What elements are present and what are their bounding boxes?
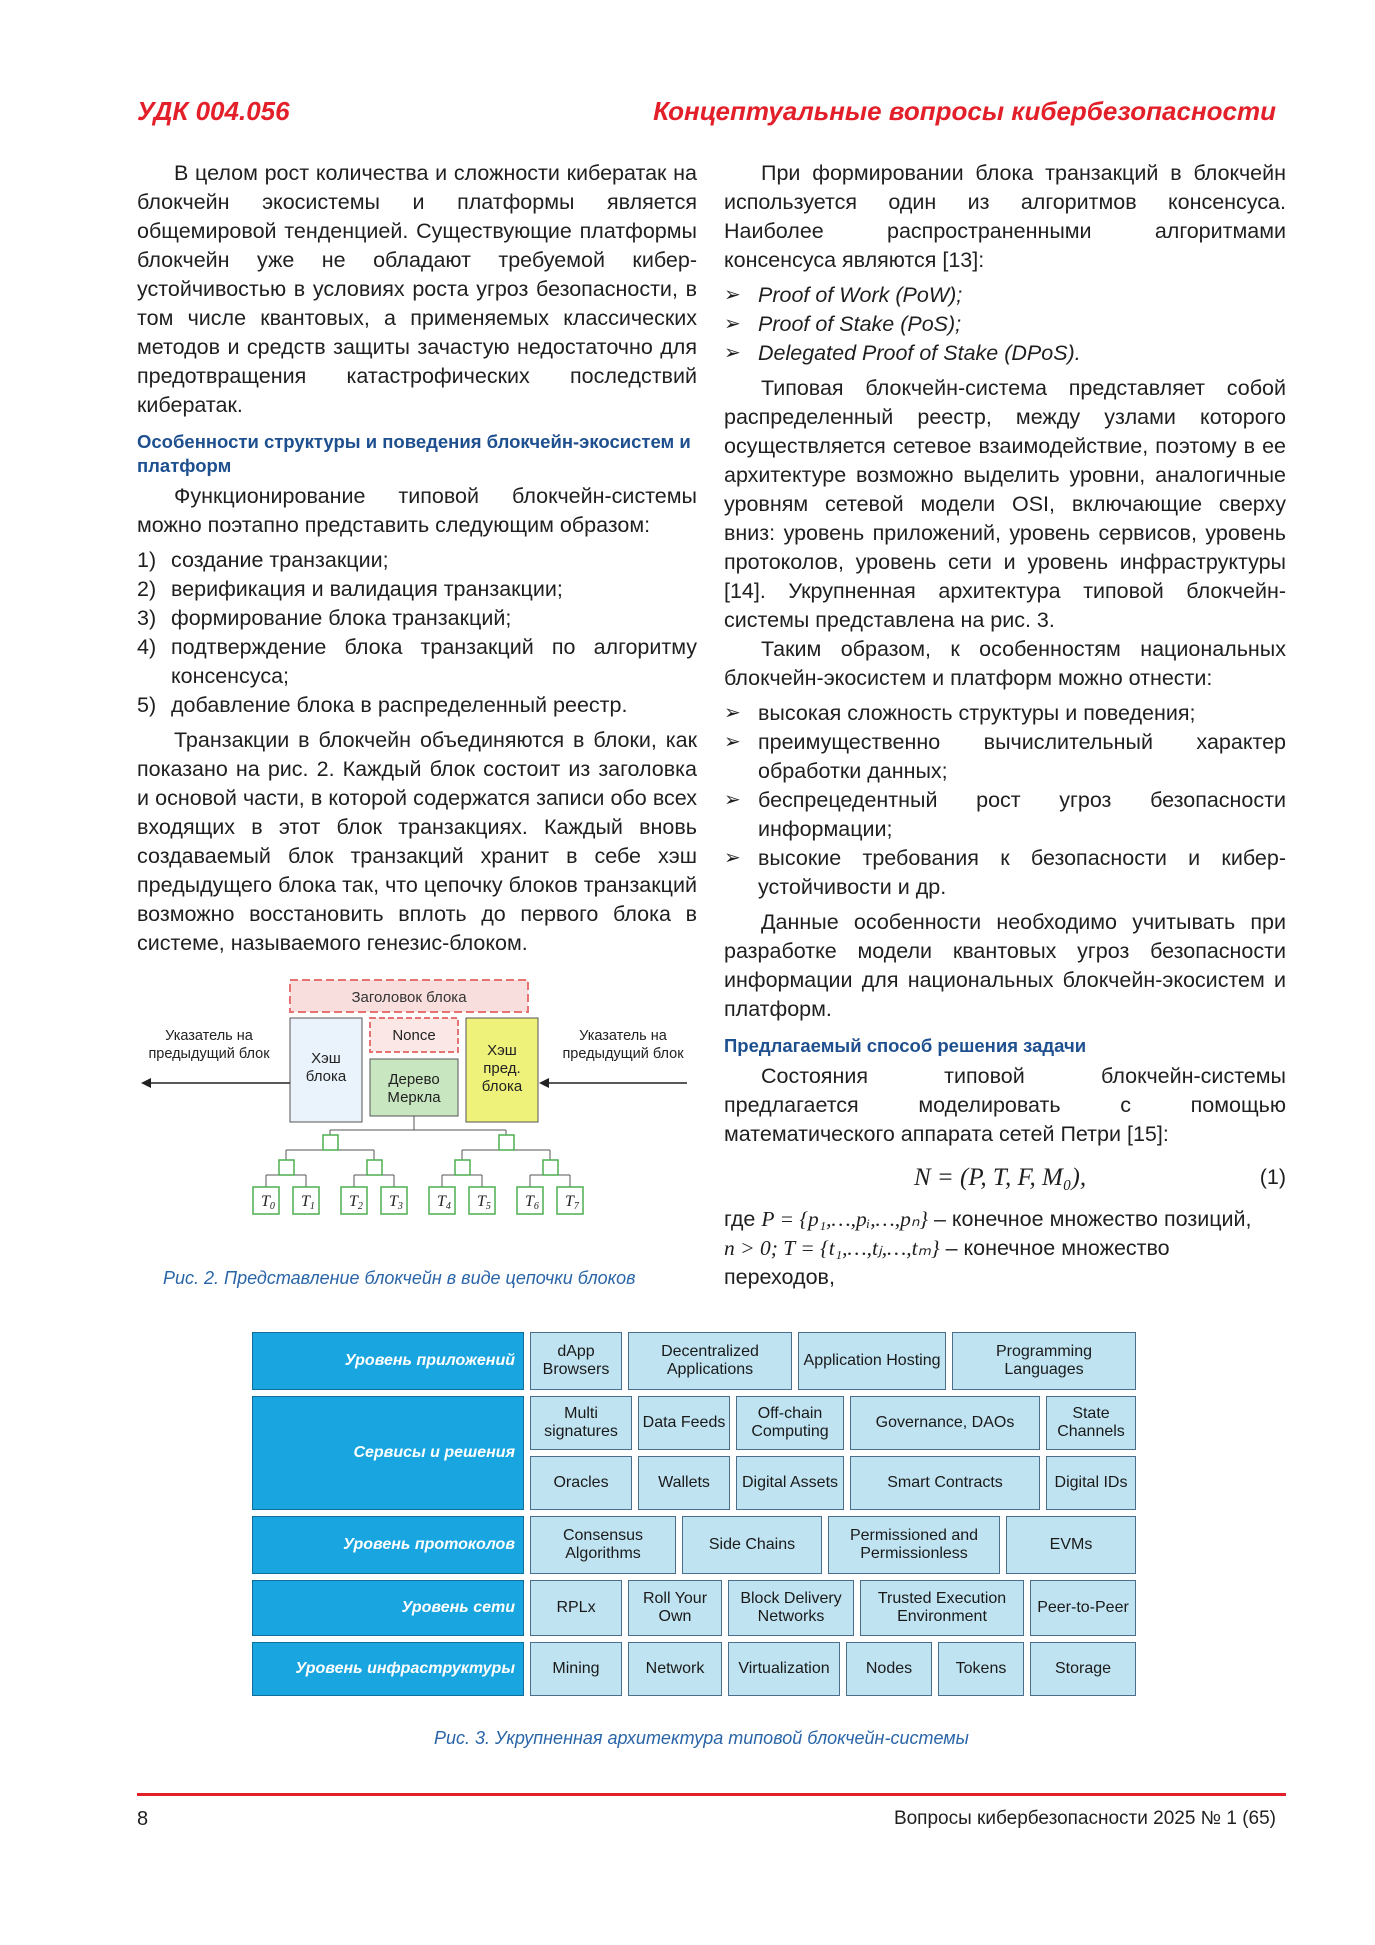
cell-trusted-execution: Trusted Execution Environment [860, 1580, 1024, 1636]
list-item: ➢ Proof of Stake (PoS); [724, 310, 1286, 339]
features-list [724, 699, 1286, 902]
cell-dapp-browsers: dApp Browsers [530, 1332, 622, 1390]
footer-rule [137, 1793, 1286, 1796]
leaf-t6: T6 [525, 1193, 539, 1212]
merkle-label-1: Дерево [388, 1071, 440, 1088]
formula-expression: N = (P, T, F, M₀), [914, 1164, 1087, 1191]
cell-programming-languages: Programming Languages [952, 1332, 1136, 1390]
list-item: 3) формирование блока транзакций; [137, 606, 512, 630]
cell-storage: Storage [1030, 1642, 1136, 1696]
list-item: 1) создание транзакции; [137, 548, 389, 572]
arrowhead-left [141, 1078, 151, 1088]
formula-number: (1) [1259, 1165, 1286, 1189]
arrow-bullet-icon: ➢ [724, 789, 741, 811]
arrow-bullet-icon: ➢ [724, 342, 741, 364]
level-services: Сервисы и решения [252, 1396, 524, 1510]
list-item: 4) подтверждение блока транзакций по алгоритму консенсуса; [137, 635, 697, 688]
formula [724, 1155, 1286, 1199]
paragraph: где P = {p₁,…,pᵢ,…,pₙ} – конечное множество позиций, [724, 1207, 1252, 1231]
consensus-list [724, 281, 1286, 368]
list-item: ➢ Delegated Proof of Stake (DPoS). [724, 339, 1286, 368]
cell-oracles: Oracles [530, 1456, 632, 1510]
cell-data-feeds: Data Feeds [638, 1396, 730, 1450]
paragraph: Таким образом, к особенностям национальных блокчейн-экосистем и платформ можно отнести: [724, 637, 1286, 690]
cell-digital-ids: Digital IDs [1046, 1456, 1136, 1510]
prev-hash-label-3: блока [481, 1078, 523, 1095]
paragraph: Функционирование типовой блокчейн-системы можно поэтапно представить следующим образом: [137, 484, 697, 537]
hash-label-2: блока [305, 1068, 347, 1085]
pointer-right-1: Указатель на [579, 1028, 667, 1044]
cell-wallets: Wallets [638, 1456, 730, 1510]
paragraph: Типовая блокчейн-система представляет собой распределенный реестр, между узлами которого осуществляется сетевое взаимодействие, поэтому в ее архитектуре возможно выделить уровни, аналогичные уровням сетевой модели OSI, включающие сверху вниз: уровень приложений, уровень сервисов, уровень протоколов, уровень сети и уровень инфраструктуры [14]. Укрупненная архитектура типовой блокчейн-системы представлена на рис. 3. [724, 376, 1286, 632]
cell-consensus-algorithms: Consensus Algorithms [530, 1516, 676, 1574]
cell-side-chains: Side Chains [682, 1516, 822, 1574]
leaf-t1: T1 [301, 1193, 315, 1212]
paragraph: Данные особенности необходимо учитывать при разработке модели квантовых угроз безопасности информации для национальных блокчейн-экосистем и платформ. [724, 910, 1286, 1021]
list-item: 5) добавление блока в распределенный реестр. [137, 693, 628, 717]
paragraph: Состояния типовой блокчейн-системы предлагается моделировать с помощью математического аппарата сетей Петри [15]: [724, 1064, 1286, 1146]
cell-roll-your-own: Roll Your Own [628, 1580, 722, 1636]
cell-tokens: Tokens [938, 1642, 1024, 1696]
section-title: Концептуальные вопросы кибербезопасности [653, 96, 1276, 126]
pointer-left-1: Указатель на [165, 1028, 253, 1044]
arrow-bullet-icon: ➢ [724, 313, 741, 335]
cell-evms: EVMs [1006, 1516, 1136, 1574]
steps-list [137, 546, 697, 720]
list-item: ➢ высокая сложность структуры и поведения; [724, 699, 1286, 728]
cell-smart-contracts: Smart Contracts [850, 1456, 1040, 1510]
cell-permissioned: Permissioned and Permissionless [828, 1516, 1000, 1574]
list-item: ➢ Proof of Work (PoW); [724, 281, 1286, 310]
cell-multi-signatures: Multi signatures [530, 1396, 632, 1450]
merkle-label-2: Меркла [387, 1089, 441, 1106]
blockchain-diagram [137, 975, 697, 1245]
merkle-tree-lines [266, 1116, 570, 1187]
subheading: Предлагаемый способ решения задачи [724, 1035, 1087, 1056]
cell-mining: Mining [530, 1642, 622, 1696]
cell-virtualization: Virtualization [728, 1642, 840, 1696]
arrow-bullet-icon: ➢ [724, 847, 741, 869]
page-number: 8 [137, 1808, 149, 1830]
leaf-t7: T7 [565, 1193, 579, 1212]
subheading: Особенности структуры и поведения блокчейн-экосистем и платформ [137, 431, 691, 476]
cell-network: Network [628, 1642, 722, 1696]
figure3-caption: Рис. 3. Укрупненная архитектура типовой блокчейн-системы [434, 1728, 969, 1748]
list-item: ➢ беспрецедентный рост угроз безопасности информации; [724, 788, 1286, 841]
cell-nodes: Nodes [846, 1642, 932, 1696]
leaf-t0: T0 [261, 1193, 275, 1212]
udk-code: УДК 004.056 [137, 96, 290, 126]
journal-title: Вопросы кибербезопасности 2025 № 1 (65) [893, 1808, 1276, 1829]
paragraph: Транзакции в блокчейн объединяются в блоки, как показано на рис. 2. Каждый блок состоит из заголовка и основой части, в которой содержатся записи обо всех входящих в этот блок транзакциях. Каждый вновь создаваемый блок транзакций хранит в себе хэш предыдущего блока так, что цепочку блоков транзакций возможно восстановить вплоть до первого блока в системе, называемого генезис-блоком. [137, 728, 697, 955]
cell-state-channels: State Channels [1046, 1396, 1136, 1450]
cell-block-delivery-networks: Block Delivery Networks [728, 1580, 854, 1636]
nonce-label: Nonce [392, 1027, 436, 1044]
list-item: ➢ преимущественно вычислительный характер обработки данных; [724, 730, 1286, 783]
architecture-diagram [252, 1332, 1172, 1696]
arrow-bullet-icon: ➢ [724, 731, 741, 753]
cell-peer-to-peer: Peer-to-Peer [1030, 1580, 1136, 1636]
paragraph: При формировании блока транзакций в блокчейн используется один из алгоритмов консенсуса. Наиболее распространенными алгоритмами консенсуса являются [13]: [724, 161, 1286, 272]
hash-label-1: Хэш [311, 1050, 341, 1067]
prev-hash-label-2: пред. [483, 1060, 521, 1077]
leaf-t4: T4 [437, 1193, 451, 1212]
right-column [724, 159, 1286, 1292]
cell-application-hosting: Application Hosting [798, 1332, 946, 1390]
leaf-t2: T2 [349, 1193, 363, 1212]
arrow-bullet-icon: ➢ [724, 284, 741, 306]
pointer-right-2: предыдущий блок [562, 1046, 684, 1062]
merkle-tree-nodes [279, 1135, 558, 1175]
left-column [137, 159, 697, 958]
list-item: ➢ высокие требования к безопасности и киберустойчивости и др. [724, 846, 1286, 899]
cell-decentralized-applications: Decentralized Applications [628, 1332, 792, 1390]
leaf-t5: T5 [477, 1193, 491, 1212]
cell-governance-daos: Governance, DAOs [850, 1396, 1040, 1450]
paragraph: n > 0; T = {t₁,…,tⱼ,…,tₘ} – конечное множество переходов, [724, 1236, 1170, 1289]
cell-rplx: RPLx [530, 1580, 622, 1636]
level-infrastructure: Уровень инфраструктуры [252, 1642, 524, 1696]
leaf-t3: T3 [389, 1193, 403, 1212]
level-applications: Уровень приложений [252, 1332, 524, 1390]
paragraph: В целом рост количества и сложности кибератак на блокчейн экосистемы и платформы является общемировой тенденцией. Существующие платформы блокчейн уже не обладают требуемой киберустойчивостью в условиях роста угроз безопасности, в том числе квантовых, а применяемых классических методов и средств защиты зачастую недостаточно для предотвращения катастрофических последствий кибератак. [137, 161, 697, 417]
arrow-bullet-icon: ➢ [724, 702, 741, 724]
level-network: Уровень сети [252, 1580, 524, 1636]
arrowhead-right [539, 1078, 549, 1088]
block-header-label: Заголовок блока [351, 989, 467, 1006]
figure2-caption: Рис. 2. Представление блокчейн в виде цепочки блоков [163, 1268, 636, 1288]
cell-offchain-computing: Off-chain Computing [736, 1396, 844, 1450]
prev-hash-label-1: Хэш [487, 1042, 517, 1059]
cell-digital-assets: Digital Assets [736, 1456, 844, 1510]
list-item: 2) верификация и валидация транзакции; [137, 577, 563, 601]
level-protocols: Уровень протоколов [252, 1516, 524, 1574]
pointer-left-2: предыдущий блок [148, 1046, 270, 1062]
